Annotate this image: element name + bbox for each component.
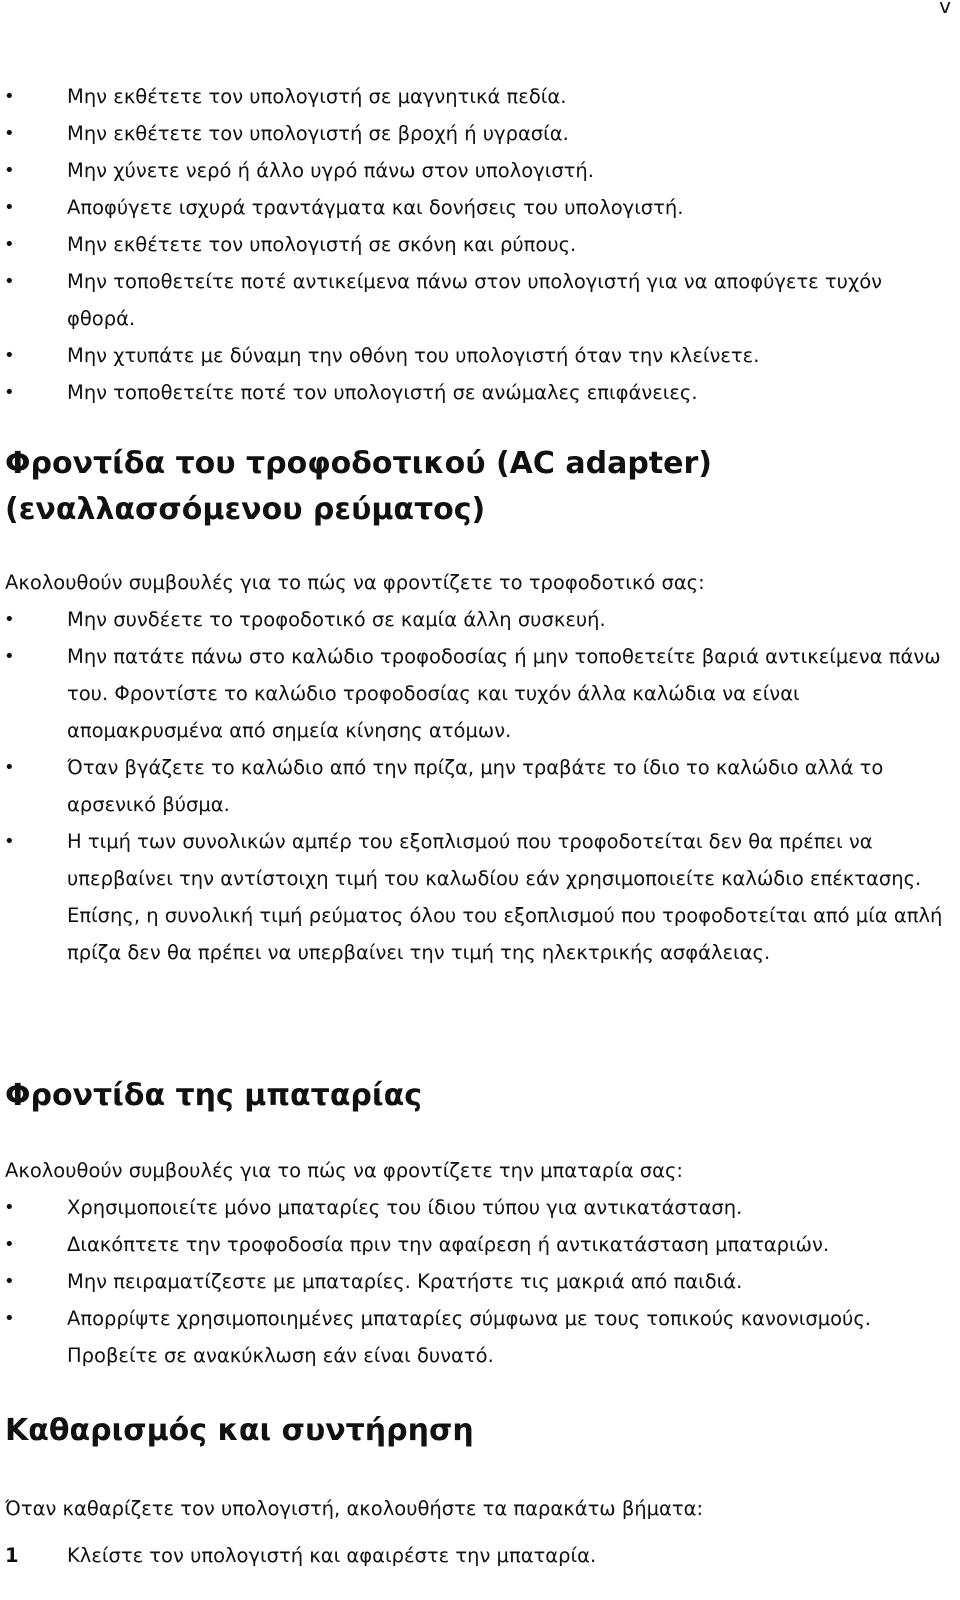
bullet-icon: • (4, 345, 15, 366)
battery-care-heading: Φροντίδα της μπαταρίας (5, 1078, 422, 1113)
list-item: • Μην τοποθετείτε ποτέ αντικείμενα πάνω στον υπολογιστή για να αποφύγετε τυχόν φθορά. (0, 263, 950, 337)
battery-care-list (0, 1189, 950, 1374)
list-item: • Μην εκθέτετε τον υπολογιστή σε μαγνητικά πεδία. (0, 78, 950, 115)
adapter-care-list (0, 601, 950, 971)
bullet-icon: • (4, 86, 15, 107)
list-item: • Όταν βγάζετε το καλώδιο από την πρίζα, μην τραβάτε το ίδιο το καλώδιο αλλά το αρσενικό βύσμα. (0, 749, 950, 823)
bullet-icon: • (4, 1234, 15, 1255)
list-item: • Απορρίψτε χρησιμοποιημένες μπαταρίες σύμφωνα με τους τοπικούς κανονισμούς. Προβείτε σε ανακύκλωση εάν είναι δυνατό. (0, 1300, 950, 1374)
bullet-icon: • (4, 757, 15, 778)
cleaning-heading: Καθαρισμός και συντήρηση (5, 1413, 474, 1448)
list-item: • Μην τοποθετείτε ποτέ τον υπολογιστή σε ανώμαλες επιφάνειες. (0, 374, 950, 411)
list-item: • Διακόπτετε την τροφοδοσία πριν την αφαίρεση ή αντικατάσταση μπαταριών. (0, 1226, 950, 1263)
bullet-icon: • (4, 197, 15, 218)
list-item: • Αποφύγετε ισχυρά τραντάγματα και δονήσεις του υπολογιστή. (0, 189, 950, 226)
bullet-icon: • (4, 609, 15, 630)
list-item: • Μην συνδέετε το τροφοδοτικό σε καμία άλλη συσκευή. (0, 601, 950, 638)
bullet-icon: • (4, 1197, 15, 1218)
bullet-icon: • (4, 1271, 15, 1292)
list-item: • Μην χύνετε νερό ή άλλο υγρό πάνω στον υπολογιστή. (0, 152, 950, 189)
adapter-care-intro: Ακολουθούν συμβουλές για το πώς να φροντίζετε το τροφοδοτικό σας: (5, 571, 705, 594)
list-item: • Χρησιμοποιείτε μόνο μπαταρίες του ίδιου τύπου για αντικατάσταση. (0, 1189, 950, 1226)
adapter-care-heading: Φροντίδα του τροφοδοτικού (AC adapter) (εναλλασσόμενου ρεύματος) (5, 446, 712, 527)
bullet-icon: • (4, 831, 15, 852)
page-number: v (939, 0, 952, 18)
bullet-icon: • (4, 1308, 15, 1329)
step-number: 1 (5, 1544, 19, 1567)
step-text: Κλείστε τον υπολογιστή και αφαιρέστε την μπαταρία. (67, 1544, 597, 1567)
list-item: • Μην πατάτε πάνω στο καλώδιο τροφοδοσίας ή μην τοποθετείτε βαριά αντικείμενα πάνω του. Φροντίστε το καλώδιο τροφοδοσίας και τυχόν άλλα καλώδια να είναι απομακρυσμένα από σημεία κίνησης ατόμων. (0, 638, 950, 749)
general-care-list (0, 78, 950, 411)
cleaning-intro: Όταν καθαρίζετε τον υπολογιστή, ακολουθήστε τα παρακάτω βήματα: (5, 1497, 704, 1520)
bullet-icon: • (4, 382, 15, 403)
bullet-icon: • (4, 160, 15, 181)
battery-care-intro: Ακολουθούν συμβουλές για το πώς να φροντίζετε την μπαταρία σας: (5, 1159, 683, 1182)
list-item: • Μην εκθέτετε τον υπολογιστή σε βροχή ή υγρασία. (0, 115, 950, 152)
list-item: • Η τιμή των συνολικών αμπέρ του εξοπλισμού που τροφοδοτείται δεν θα πρέπει να υπερβαίνει την αντίστοιχη τιμή του καλωδίου εάν χρησιμοποιείτε καλώδιο επέκτασης. Επίσης, η συνολική τιμή ρεύματος όλου του εξοπλισμού που τροφοδοτείται από μία απλή πρίζα δεν θα πρέπει να υπερβαίνει την τιμή της ηλεκτρικής ασφάλειας. (0, 823, 950, 971)
list-item: • Μην πειραματίζεστε με μπαταρίες. Κρατήστε τις μακριά από παιδιά. (0, 1263, 950, 1300)
list-item: • Μην εκθέτετε τον υπολογιστή σε σκόνη και ρύπους. (0, 226, 950, 263)
list-item: • Μην χτυπάτε με δύναμη την οθόνη του υπολογιστή όταν την κλείνετε. (0, 337, 950, 374)
bullet-icon: • (4, 123, 15, 144)
bullet-icon: • (4, 646, 15, 667)
bullet-icon: • (4, 271, 15, 292)
bullet-icon: • (4, 234, 15, 255)
